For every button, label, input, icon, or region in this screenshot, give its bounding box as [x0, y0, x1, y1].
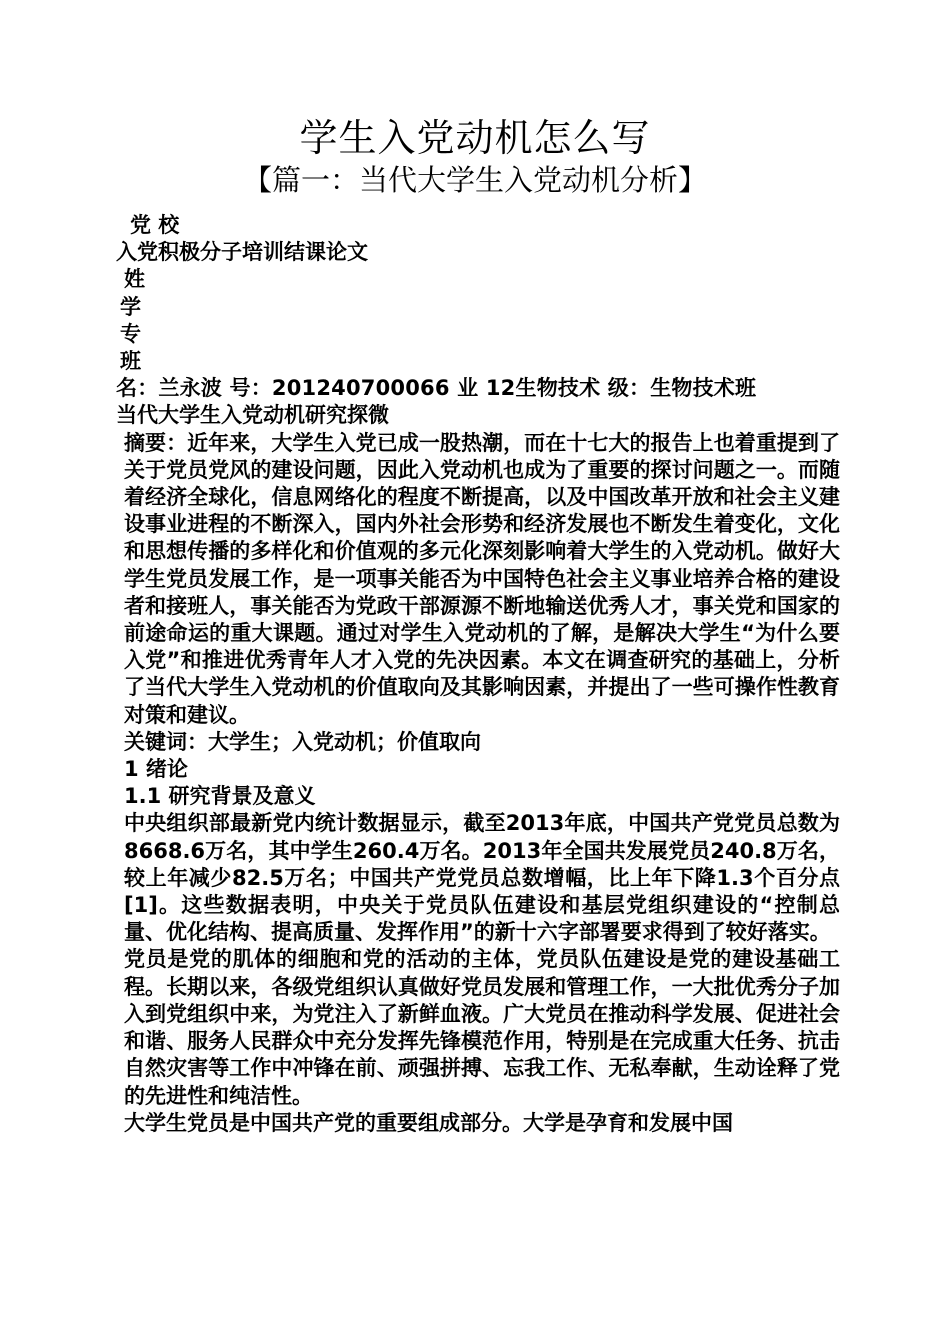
student-id-label: 学: [120, 294, 141, 319]
section-1-1-heading: 1.1 研究背景及意义: [124, 784, 316, 809]
abstract-paragraph: 摘要：近年来，大学生入党已成一股热潮，而在十七大的报告上也着重提到了关于党员党风的建设问题，因此入党动机也成为了重要的探讨问题之一。而随着经济全球化，信息网络化的程度不断提高，以及中国改革开放和社会主义建设事业进程的不断深入，国内外社会形势和经济发展也不断发生着变化，文化和思想传播的多样化和价值观的多元化深刻影响着大学生的入党动机。做好大学生党员发展工作，是一项事关能否为中国特色社会主义事业培养合格的建设者和接班人，事关能否为党政干部源源不断地输送优秀人才，事关党和国家的前途命运的重大课题。通过对学生入党动机的了解，是解决大学生“为什么要入党”和推进优秀青年人才入党的先决因素。本文在调查研究的基础上，分析了当代大学生入党动机的价值取向及其影响因素，并提出了一些可操作性教育对策和建议。: [124, 430, 840, 727]
section-heading: 【篇一：当代大学生入党动机分析】: [242, 163, 707, 197]
document-body: [116, 212, 840, 1137]
paragraph-statistics: 中央组织部最新党内统计数据显示，截至2013年底，中国共产党党员总数为8668.6万名，其中学生260.4万名。2013年全国共发展党员240.8万名，较上年减少82.5万名；中国共产党党员总数增幅，比上年下降1.3个百分点[1]。这些数据表明，中央关于党员队伍建设和基层党组织建设的“控制总量、优化结构、提高质量、发挥作用”的新十六字部署要求得到了较好落实。: [124, 811, 840, 945]
name-label: 姓: [124, 267, 145, 292]
student-info-line: 名：兰永波 号：201240700066 业 12生物技术 级：生物技术班: [116, 376, 757, 401]
paragraph-student-members: 大学生党员是中国共产党的重要组成部分。大学是孕育和发展中国: [124, 1110, 733, 1135]
class-label: 班: [120, 349, 141, 374]
document-title: 学生入党动机怎么写: [299, 116, 651, 160]
major-label: 专: [120, 321, 141, 346]
paragraph-party-members: 党员是党的肌体的细胞和党的活动的主体，党员队伍建设是党的建设基础工程。长期以来，各级党组织认真做好党员发展和管理工作，一大批优秀分子加入到党组织中来，为党注入了新鲜血液。广大党员在推动科学发展、促进社会和谐、服务人民群众中充分发挥先锋模范作用，特别是在完成重大任务、抗击自然灾害等工作中冲锋在前、顽强拼搏、忘我工作、无私奉献，生动诠释了党的先进性和纯洁性。: [124, 947, 840, 1108]
paper-type: 入党积极分子培训结课论文: [116, 240, 368, 265]
keywords-line: 关键词：大学生；入党动机；价值取向: [124, 729, 481, 754]
school-label: 党 校: [130, 213, 180, 237]
section-1-heading: 1 绪论: [124, 757, 188, 782]
paper-title: 当代大学生入党动机研究探微: [116, 403, 389, 428]
